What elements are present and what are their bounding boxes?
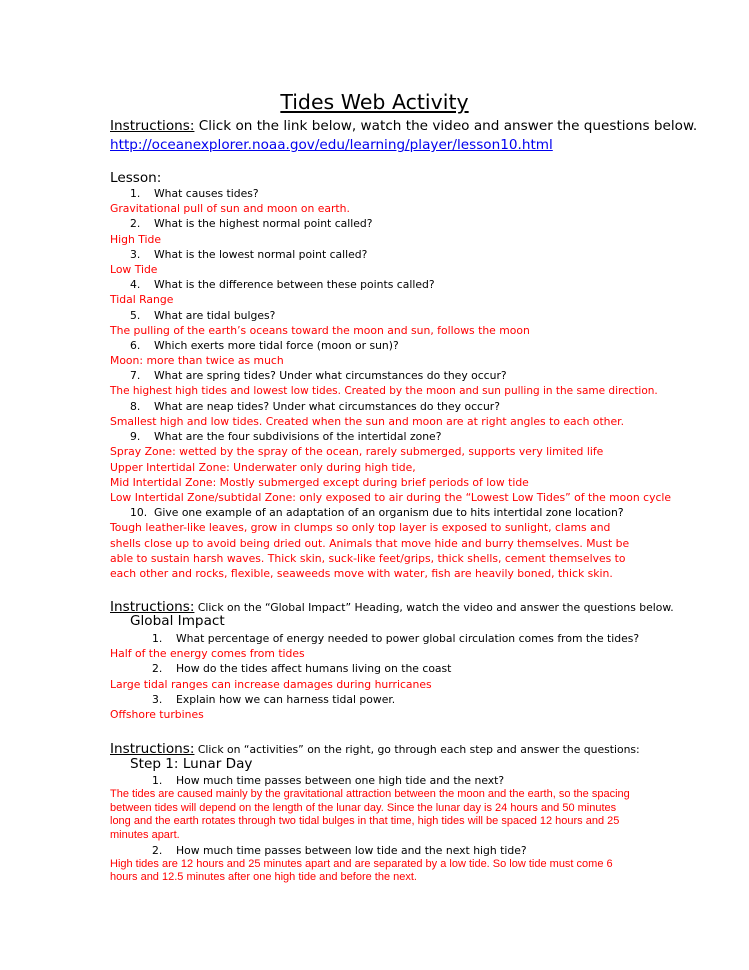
global-questions	[0, 631, 749, 722]
activities-questions	[0, 773, 749, 885]
question-number: 2.	[152, 662, 163, 676]
question-number: 8.	[130, 399, 141, 413]
activities-instructions-text: Click on “activities” on the right, go through each step and answer the questions:	[194, 743, 640, 756]
question-text: What is the difference between these points called?	[154, 278, 435, 292]
answer-line: Low Intertidal Zone/subtidal Zone: only exposed to air during the “Lowest Low Tides” of the moon cycle	[110, 491, 672, 505]
question-number: 1.	[130, 187, 141, 200]
question-text: What causes tides?	[154, 187, 259, 200]
global-impact-heading: Global Impact	[130, 613, 225, 629]
answer: Tidal Range	[110, 293, 174, 307]
answer: Moon: more than twice as much	[110, 354, 284, 368]
answer: High Tide	[110, 232, 162, 246]
question-number: 7.	[130, 369, 141, 383]
question	[0, 773, 749, 788]
question	[0, 338, 749, 353]
answer: Offshore turbines	[110, 708, 204, 722]
answer: Tough leather-like leaves, grow in clumps so only top layer is exposed to sunlight, clams and shells close up to avoid being dried out. Animals that move hide and burry themselves. Must be able to sustain harsh waves. Thick skin, suck-like feet/grips, thick shells, cement themselves to each other and rocks, flexible, seaweeds move with water, fish are heavily boned, thick skin.	[110, 521, 630, 581]
question	[0, 308, 749, 323]
intro-instructions-text: Click on the link below, watch the video and answer the questions below.	[194, 118, 698, 134]
intro-instructions	[110, 117, 697, 135]
question-text: Which exerts more tidal force (moon or sun)?	[154, 339, 399, 353]
activities-instructions-label: Instructions:	[110, 741, 195, 757]
question	[0, 277, 749, 292]
question	[0, 186, 749, 201]
question-number: 9.	[130, 430, 141, 444]
global-instructions-label: Instructions:	[110, 599, 195, 615]
answer: The tides are caused mainly by the gravitational attraction between the moon and the earth, so the spacing between tides will depend on the length of the lunar day. Since the lunar day is 24 hours and 50 minutes long and the earth rotates through two tidal bulges in that time, high tides will be spaced 12 hours and 25 minutes apart.	[110, 788, 630, 841]
question-text: What is the lowest normal point called?	[154, 247, 368, 261]
question-text: What percentage of energy needed to power global circulation comes from the tides?	[176, 632, 640, 645]
question	[0, 368, 749, 383]
question-number: 1.	[152, 632, 163, 645]
answer: High tides are 12 hours and 25 minutes apart and are separated by a low tide. So low tide must come 6 hours and 12.5 minutes after one high tide and before the next.	[110, 857, 613, 884]
question-text: How do the tides affect humans living on the coast	[176, 662, 452, 676]
answer-line: Mid Intertidal Zone: Mostly submerged except during brief periods of low tide	[110, 475, 529, 489]
lesson-heading: Lesson:	[110, 170, 162, 186]
question-number: 3.	[130, 247, 141, 261]
answer: The pulling of the earth’s oceans toward the moon and sun, follows the moon	[110, 323, 530, 337]
answer: Smallest high and low tides. Created when the sun and moon are at right angles to each other.	[110, 415, 625, 429]
question-number: 5.	[130, 308, 141, 322]
answer: Low Tide	[110, 263, 158, 277]
answer-line: Upper Intertidal Zone: Underwater only during high tide,	[110, 460, 416, 474]
question	[0, 247, 749, 262]
global-instructions-text: Click on the “Global Impact” Heading, watch the video and answer the questions below.	[194, 601, 674, 614]
question-number: 2.	[152, 843, 163, 857]
question	[0, 843, 749, 858]
question-text: What are spring tides? Under what circumstances do they occur?	[154, 369, 507, 383]
question-text: What are the four subdivisions of the intertidal zone?	[154, 430, 442, 444]
lesson-video-link[interactable]: http://oceanexplorer.noaa.gov/edu/learning/player/lesson10.html	[110, 137, 553, 153]
question	[0, 661, 749, 676]
intro-instructions-label: Instructions:	[110, 118, 195, 134]
question-text: Give one example of an adaptation of an organism due to hits intertidal zone location?	[154, 506, 624, 520]
step-heading: Step 1: Lunar Day	[130, 756, 253, 772]
answer-line: Spray Zone: wetted by the spray of the ocean, rarely submerged, supports very limited life	[110, 445, 604, 459]
question-text: What are tidal bulges?	[154, 308, 276, 322]
question	[0, 216, 749, 231]
question	[0, 631, 749, 646]
question-number: 4.	[130, 278, 141, 292]
answer: Half of the energy comes from tides	[110, 647, 305, 661]
question	[0, 505, 749, 520]
question-text: What is the highest normal point called?	[154, 217, 373, 231]
lesson-questions	[0, 186, 749, 581]
answer: Large tidal ranges can increase damages during hurricanes	[110, 677, 432, 691]
answer: Gravitational pull of sun and moon on earth.	[110, 202, 350, 216]
question-number: 3.	[152, 692, 163, 706]
question-number: 2.	[130, 217, 141, 231]
question-text: How much time passes between one high tide and the next?	[176, 774, 505, 787]
question	[0, 429, 749, 444]
question-text: Explain how we can harness tidal power.	[176, 692, 396, 706]
question	[0, 399, 749, 414]
question-text: What are neap tides? Under what circumstances do they occur?	[154, 399, 500, 413]
answer: The highest high tides and lowest low tides. Created by the moon and sun pulling in the same direction.	[110, 384, 658, 397]
question-number: 10.	[130, 506, 148, 520]
page-title: Tides Web Activity	[280, 90, 469, 114]
question-number: 1.	[152, 774, 163, 787]
question-number: 6.	[130, 339, 141, 353]
question-text: How much time passes between low tide and the next high tide?	[176, 843, 527, 857]
question	[0, 692, 749, 707]
